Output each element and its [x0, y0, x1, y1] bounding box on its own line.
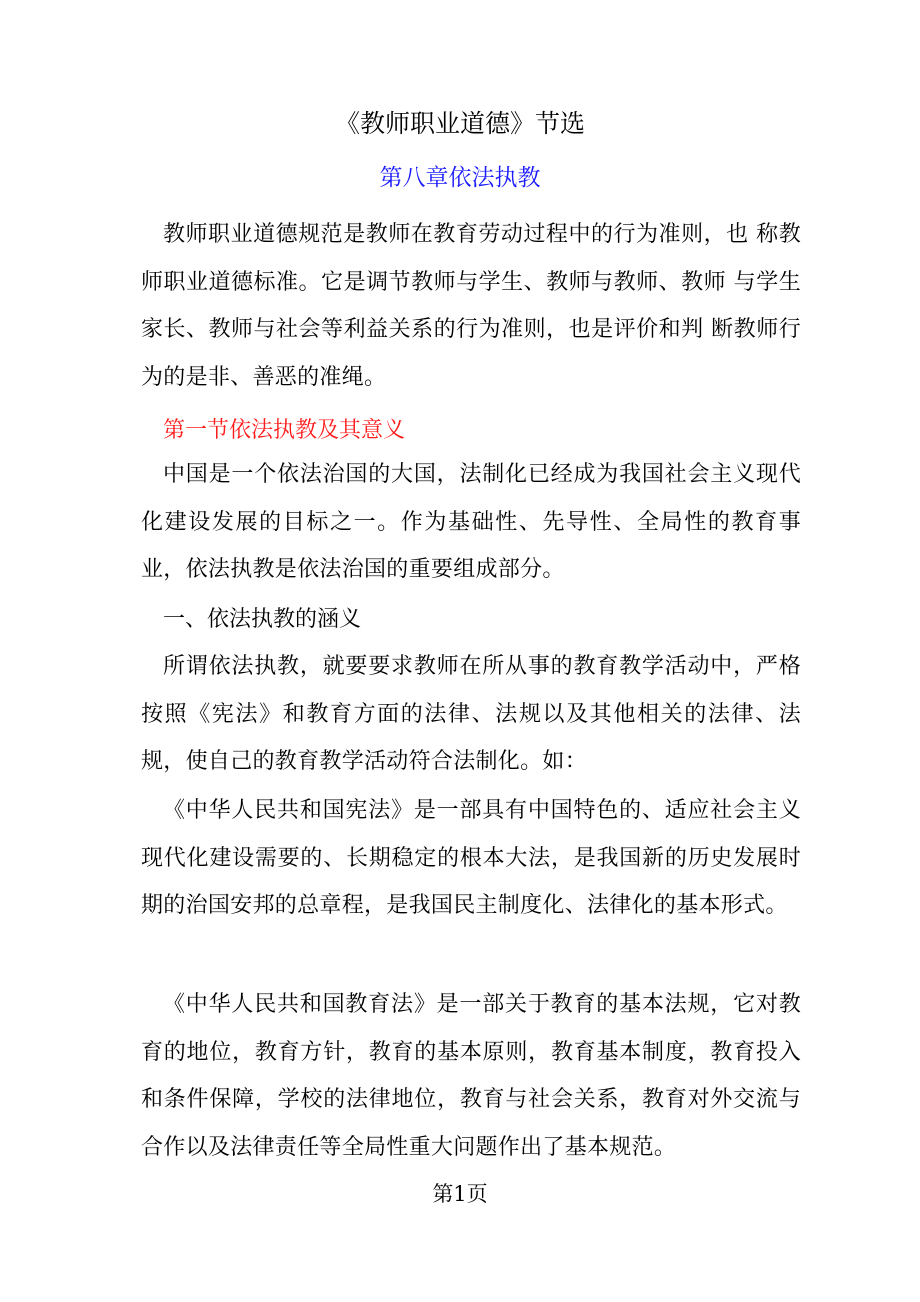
- page-number: 第1页: [432, 1182, 488, 1206]
- document-title: 《教师职业道德》节选: [334, 109, 585, 138]
- paragraph-constitution: 《中华人民共和国宪法》是一部具有中国特色的、适应社会主义现代化建设需要的、长期稳定的根本大法，是我国新的历史发展时期的治国安邦的总章程，是我国民主制度化、法律化的基本形式。: [141, 798, 801, 918]
- chapter-heading: 第八章依法执教: [379, 165, 541, 191]
- paragraph-education-law: 《中华人民共和国教育法》是一部关于教育的基本法规，它对教育的地位，教育方针，教育的基本原则，教育基本制度，教育投入和条件保障，学校的法律地位，教育与社会关系，教育对外交流与合作以及法律责任等全局性重大问题作出了基本规范。: [141, 992, 801, 1160]
- paragraph-code-of-ethics: 教师职业道德规范是教师在教育劳动过程中的行为准则，也 称教师职业道德标准。它是调节教师与学生、教师与教师、教师 与学生家长、教师与社会等利益关系的行为准则，也是评价和判 断教师行为的是非、善恶的准绳。: [141, 222, 801, 390]
- subsection-heading: 一、依法执教的涵义: [163, 607, 362, 632]
- paragraph-definition: 所谓依法执教，就要要求教师在所从事的教育教学活动中，严格按照《宪法》和教育方面的法律、法规以及其他相关的法律、法规，使自己的教育教学活动符合法制化。如：: [141, 654, 801, 774]
- paragraph-rule-of-law: 中国是一个依法治国的大国，法制化已经成为我国社会主义现代化建设发展的目标之一。作为基础性、先导性、全局性的教育事业，依法执教是依法治国的重要组成部分。: [141, 462, 801, 582]
- section-heading: 第一节依法执教及其意义: [163, 418, 406, 443]
